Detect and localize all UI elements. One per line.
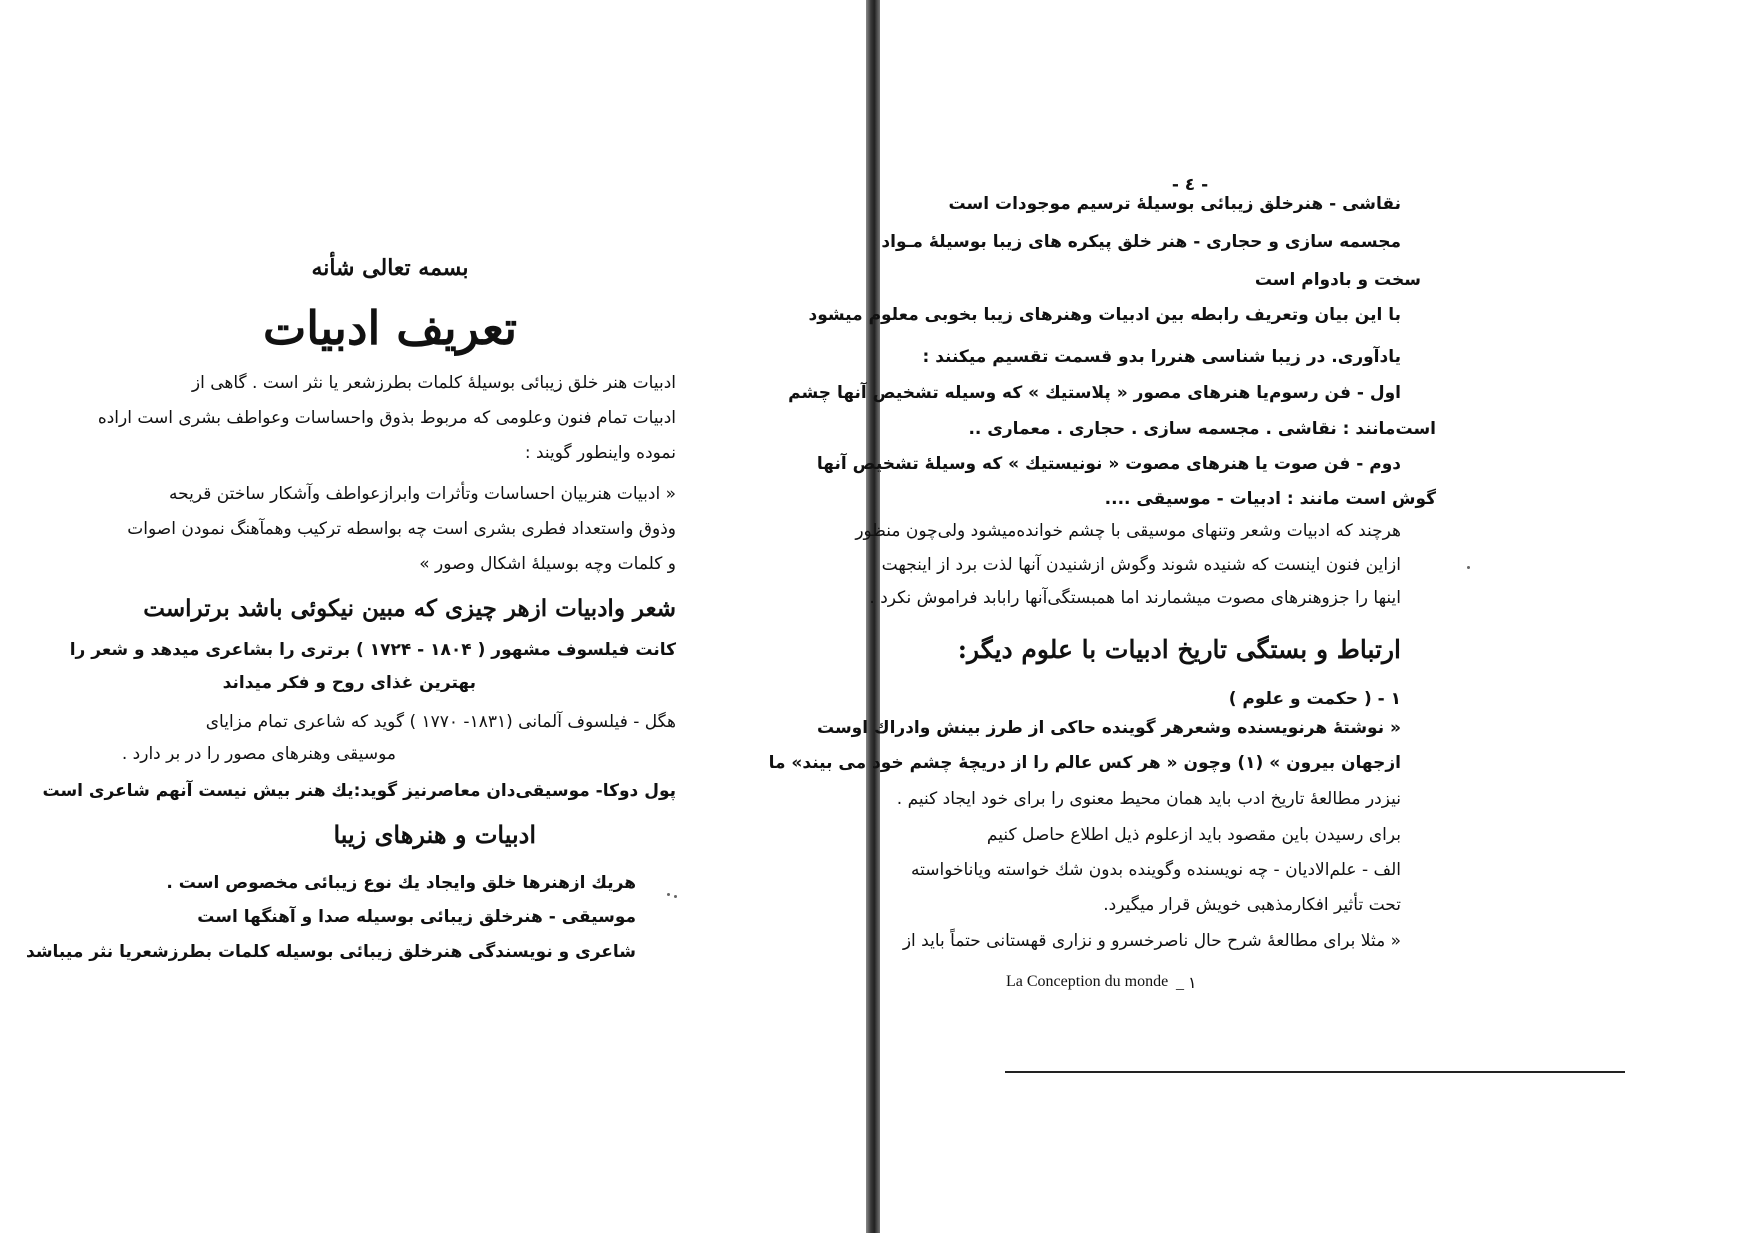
paragraph-line: ادبیات تمام فنون وعلومی که مربوط بذوق واحساسات وعواطف بشری است اراده bbox=[97, 408, 676, 428]
body-line: « مثلا برای مطالعهٔ شرح حال ناصرخسرو و نزاری قهستانی حتماً باید از bbox=[902, 931, 1401, 951]
arts-line: شاعری و نویسندگی هنرخلق زیبائی بوسیله کلمات بطرزشعریا نثر میباشد bbox=[26, 942, 636, 962]
page-number: - ٤ - bbox=[1171, 175, 1209, 195]
text-line: اینها را جزوهنرهای مصوت میشمارند اما همبستگی‌آنها رابابد فراموش نکرد . bbox=[869, 588, 1401, 608]
quote-line: « ادبیات هنربیان احساسات وتأثرات وابرازعواطف وآشکار ساختن قریحه bbox=[169, 484, 676, 504]
invocation: بسمه تعالی شأنه bbox=[311, 255, 469, 281]
text-line: نقاشی - هنرخلق زیبائی بوسیلهٔ ترسیم موجودات است bbox=[948, 194, 1401, 214]
text-line: هرچند که ادبیات وشعر وتنهای موسیقی با چشم خوانده‌میشود ولی‌چون منظور bbox=[855, 521, 1401, 541]
footnote-text: La Conception du monde bbox=[1006, 973, 1169, 990]
scan-speck bbox=[674, 895, 677, 898]
right-page bbox=[768, 0, 1746, 1233]
paragraph-line: نموده واینطور گویند : bbox=[524, 443, 676, 463]
arts-line: هریك ازهنرها خلق وایجاد یك نوع زیبائی مخصوص است . bbox=[166, 873, 636, 893]
text-line: با این بیان وتعریف رابطه بین ادبیات وهنرهای زیبا بخوبی معلوم میشود bbox=[808, 305, 1401, 325]
hegel-line: موسیقی وهنرهای مصور را در بر دارد . bbox=[121, 744, 396, 764]
scan-speck bbox=[667, 893, 670, 896]
page-title: تعریف ادبیات bbox=[262, 301, 518, 355]
text-line: مجسمه سازی و حجاری - هنر خلق پیکره های زیبا بوسیلهٔ مـواد bbox=[881, 232, 1401, 252]
arts-line: موسیقی - هنرخلق زیبائی بوسیله صدا و آهنگها است bbox=[197, 907, 636, 927]
section-label: ۱ - ( حکمت و علوم ) bbox=[1228, 689, 1401, 709]
paragraph-line: ادبیات هنر خلق زیبائی بوسیلهٔ کلمات بطرزشعر یا نثر است . گاهی از bbox=[191, 373, 676, 393]
quote-line: وذوق واستعداد فطری بشری است چه بواسطه ترکیب وهمآهنگ نمودن اصوات bbox=[127, 519, 676, 539]
body-line: نیزدر مطالعهٔ تاریخ ادب باید همان محیط معنوی را برای خود ایجاد کنیم . bbox=[896, 789, 1401, 809]
kant-line: کانت فیلسوف مشهور ( ۱۸۰۴ - ۱۷۲۴ ) برتری را بشاعری میدهد و شعر را bbox=[69, 640, 676, 660]
body-line: « نوشتهٔ هرنویسنده وشعرهر گوینده حاکی از طرز بینش وادراك اوست bbox=[816, 718, 1401, 738]
text-line: است‌مانند : نقاشی . مجسمه سازی . حجاری . معماری .. bbox=[968, 419, 1436, 439]
section-heading: ادبیات و هنرهای زیبا bbox=[333, 820, 536, 849]
text-line: ازاین فنون اینست که شنیده شوند وگوش ازشنیدن آنها لذت برد از اینجهت bbox=[881, 555, 1401, 575]
footnote-rule bbox=[1005, 1071, 1625, 1073]
left-page bbox=[0, 0, 866, 1233]
paul-dukas-line: پول دوکا- موسیقی‌دان معاصرنیز گوید:یك هنر بیش نیست آنهم شاعری است bbox=[42, 781, 676, 801]
text-line: گوش است مانند : ادبیات - موسیقی .... bbox=[1104, 489, 1436, 509]
quote-line: و کلمات وچه بوسیلهٔ اشکال وصور » bbox=[419, 554, 676, 574]
text-line: سخت و بادوام است bbox=[1254, 270, 1421, 290]
section-heading: ارتباط و بستگی تاریخ ادبیات با علوم دیگر: bbox=[957, 635, 1401, 664]
body-line: الف - علم‌الادیان - چه نویسنده وگوینده بدون شك خواسته ویاناخواسته bbox=[910, 860, 1401, 880]
body-line: تحت تأثیر افکارمذهبی خویش قرار میگیرد. bbox=[1103, 895, 1401, 915]
hegel-line: هگل - فیلسوف آلمانی (۱۸۳۱- ۱۷۷۰ ) گوید که شاعری تمام مزایای bbox=[205, 712, 676, 732]
text-line: یادآوری. در زیبا شناسی هنررا بدو قسمت تقسیم میکنند : bbox=[922, 347, 1401, 367]
book-gutter bbox=[866, 0, 880, 1233]
text-line: دوم - فن صوت یا هنرهای مصوت « نونیستیك » که وسیلهٔ تشخیص آنها bbox=[816, 454, 1401, 474]
body-line: ازجهان بیرون » (۱) وچون « هر کس عالم را از دریچهٔ چشم خود می بیند» ما bbox=[768, 753, 1401, 773]
body-line: برای رسیدن باین مقصود باید ازعلوم ذیل اطلاع حاصل کنیم bbox=[986, 825, 1401, 845]
section-heading: شعر وادبیات ازهر چیزی که مبین نیکوئی باشد برتراست bbox=[143, 595, 676, 622]
kant-line: بهترین غذای روح و فکر میداند bbox=[222, 673, 476, 693]
text-line: اول - فن رسوم‌یا هنرهای مصور « پلاستیك » که وسیله تشخیص آنها چشم bbox=[788, 383, 1401, 403]
scan-speck bbox=[1467, 566, 1470, 569]
footnote-number: ۱ _ bbox=[1176, 975, 1197, 992]
